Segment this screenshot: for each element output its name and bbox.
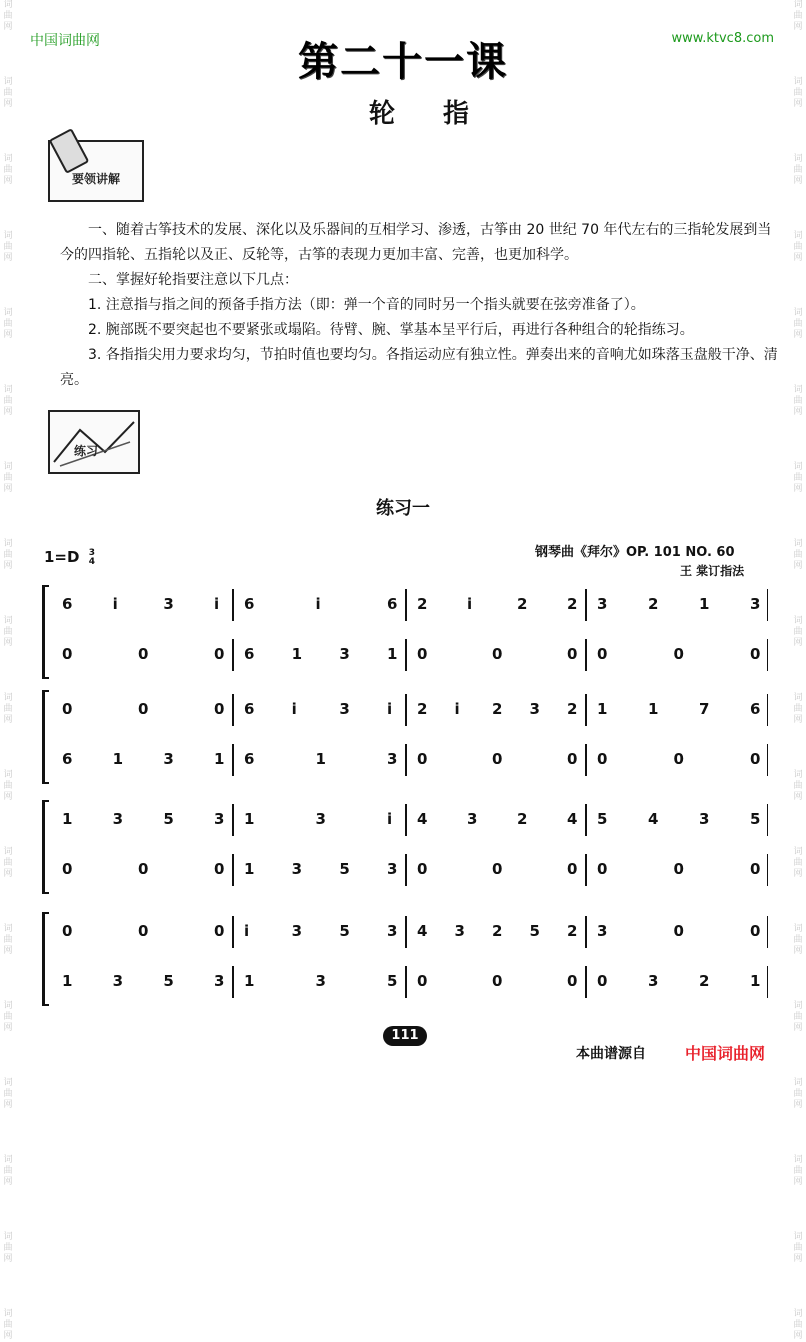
exercise-title: 练习一 xyxy=(376,498,430,519)
paragraph-2: 二、掌握好轮指要注意以下几点： xyxy=(88,272,298,288)
page-number: 111 xyxy=(383,1026,427,1046)
note: 0 xyxy=(62,700,73,718)
barline xyxy=(585,694,587,726)
note: 3 xyxy=(163,750,174,768)
explain-badge-label: 要领讲解 xyxy=(72,172,121,186)
note: 5 xyxy=(387,972,398,990)
note: i xyxy=(387,810,393,828)
note: 1 xyxy=(699,595,710,613)
note: 2 xyxy=(567,700,578,718)
site-url-right[interactable]: www.ktvc8.com xyxy=(671,31,774,46)
barline xyxy=(585,744,587,776)
note: 6 xyxy=(750,700,761,718)
note: 1 xyxy=(315,750,326,768)
note: 3 xyxy=(387,750,398,768)
lesson-subtitle: 轮指 xyxy=(368,99,517,129)
note: 3 xyxy=(648,972,659,990)
note: 0 xyxy=(750,860,761,878)
note: 5 xyxy=(163,972,174,990)
note: 0 xyxy=(750,750,761,768)
note: 3 xyxy=(387,860,398,878)
final-barline xyxy=(767,804,769,836)
final-barline xyxy=(767,589,769,621)
explanation-text xyxy=(60,218,780,393)
note: 0 xyxy=(567,750,578,768)
note: 5 xyxy=(339,922,350,940)
key-label: 1=D xyxy=(44,548,80,566)
note: 1 xyxy=(387,645,398,663)
note: i xyxy=(214,595,220,613)
note: 5 xyxy=(163,810,174,828)
note: 0 xyxy=(567,645,578,663)
final-barline xyxy=(767,694,769,726)
note: 6 xyxy=(244,645,255,663)
note: 1 xyxy=(597,700,608,718)
barline xyxy=(585,589,587,621)
note: 2 xyxy=(517,595,528,613)
final-barline xyxy=(767,639,769,671)
note: 3 xyxy=(597,595,608,613)
note: 6 xyxy=(387,595,398,613)
note: 0 xyxy=(138,700,149,718)
note: 0 xyxy=(492,972,503,990)
system-bracket xyxy=(42,585,49,679)
upper-staff xyxy=(50,585,768,625)
note: 1 xyxy=(648,700,659,718)
note: i xyxy=(387,700,393,718)
upper-staff xyxy=(50,800,768,840)
barline xyxy=(405,694,407,726)
note: 3 xyxy=(339,645,350,663)
note: 0 xyxy=(62,645,73,663)
system-bracket xyxy=(42,690,49,784)
note: 4 xyxy=(567,810,578,828)
note: 5 xyxy=(597,810,608,828)
note: 0 xyxy=(597,860,608,878)
note: 1 xyxy=(62,810,73,828)
note: 4 xyxy=(417,922,428,940)
barline xyxy=(232,639,234,671)
note: 0 xyxy=(417,645,428,663)
barline xyxy=(232,966,234,998)
note: 6 xyxy=(244,700,255,718)
note: i xyxy=(315,595,321,613)
note: i xyxy=(291,700,297,718)
note: 0 xyxy=(567,972,578,990)
note: 0 xyxy=(750,922,761,940)
note: 3 xyxy=(112,972,124,990)
barline xyxy=(405,854,407,886)
barline xyxy=(405,744,407,776)
score-system xyxy=(40,800,768,894)
barline xyxy=(585,804,587,836)
upper-staff xyxy=(50,912,768,952)
note: 3 xyxy=(291,860,303,878)
note: 0 xyxy=(567,860,578,878)
note: 3 xyxy=(291,922,303,940)
site-name-left[interactable]: 中国词曲网 xyxy=(30,33,100,49)
upper-staff xyxy=(50,690,768,730)
note: 5 xyxy=(529,922,540,940)
note: 3 xyxy=(339,700,350,718)
barline xyxy=(585,966,587,998)
piece-source: 钢琴曲《拜尔》OP. 101 NO. 60 xyxy=(535,545,735,560)
note: 2 xyxy=(699,972,710,990)
score-system xyxy=(40,690,768,784)
footer-source-site[interactable]: 中国词曲网 xyxy=(685,1044,766,1063)
lower-staff xyxy=(50,635,768,675)
note: 3 xyxy=(112,810,124,828)
barline xyxy=(585,854,587,886)
note: 0 xyxy=(214,645,225,663)
note: 5 xyxy=(339,860,350,878)
note: 6 xyxy=(62,595,73,613)
note: i xyxy=(244,922,250,940)
note: 0 xyxy=(417,860,428,878)
system-bracket xyxy=(42,912,49,1006)
note: 0 xyxy=(492,645,503,663)
lower-staff xyxy=(50,850,768,890)
note: 0 xyxy=(214,922,225,940)
lower-staff xyxy=(50,962,768,1002)
system-bracket xyxy=(42,800,49,894)
barline xyxy=(232,694,234,726)
note: 1 xyxy=(244,860,255,878)
left-watermark-column: 词 曲 网 词 曲 网 词 曲 网 词 曲 网 词 曲 网 词 曲 网 词 曲 网 词 曲 网 词 曲 网 词 曲 网 词 曲 网 词 曲 网 词 曲 网 词 曲 网 词 曲 网 词 曲 网 词 曲 网 词 曲 网 xyxy=(3,0,13,1341)
final-barline xyxy=(767,966,769,998)
note: 0 xyxy=(62,860,73,878)
note: 0 xyxy=(597,972,608,990)
note: 3 xyxy=(214,972,225,990)
note: 2 xyxy=(417,595,428,613)
note: 3 xyxy=(699,810,710,828)
practice-badge xyxy=(48,410,140,474)
barline xyxy=(405,804,407,836)
time-denominator: 4 xyxy=(88,556,95,567)
note: 0 xyxy=(214,860,225,878)
note: 1 xyxy=(112,750,124,768)
note: 0 xyxy=(673,922,684,940)
final-barline xyxy=(767,744,769,776)
fingering-credit: 王 棠订指法 xyxy=(680,564,745,578)
note: 0 xyxy=(492,860,503,878)
note: 3 xyxy=(597,922,608,940)
note: 1 xyxy=(244,972,255,990)
note: 7 xyxy=(699,700,710,718)
note: 2 xyxy=(492,922,503,940)
explain-badge xyxy=(48,140,144,202)
note: 0 xyxy=(673,645,684,663)
note: 0 xyxy=(597,645,608,663)
score-system xyxy=(40,585,768,679)
note: 3 xyxy=(750,595,761,613)
note: 4 xyxy=(417,810,428,828)
note: 0 xyxy=(417,972,428,990)
final-barline xyxy=(767,916,769,948)
barline xyxy=(232,854,234,886)
time-signature xyxy=(89,549,95,567)
note: 6 xyxy=(62,750,73,768)
note: 0 xyxy=(673,860,684,878)
note: 0 xyxy=(597,750,608,768)
note: 2 xyxy=(492,700,503,718)
paragraph-4: 2. 腕部既不要突起也不要紧张或塌陷。待臂、腕、掌基本呈平行后，再进行各种组合的轮指练习。 xyxy=(88,322,694,338)
pin-icon xyxy=(49,128,90,174)
barline xyxy=(405,589,407,621)
barline xyxy=(232,804,234,836)
note: 0 xyxy=(673,750,684,768)
barline xyxy=(232,589,234,621)
barline xyxy=(405,916,407,948)
note: 0 xyxy=(138,645,149,663)
note: 1 xyxy=(214,750,225,768)
barline xyxy=(585,639,587,671)
note: 0 xyxy=(417,750,428,768)
note: 6 xyxy=(244,595,255,613)
note: 0 xyxy=(750,645,761,663)
note: 3 xyxy=(315,810,326,828)
note: 0 xyxy=(214,700,225,718)
time-numerator: 3 xyxy=(88,547,95,558)
lower-staff xyxy=(50,740,768,780)
barline xyxy=(405,639,407,671)
note: 6 xyxy=(244,750,255,768)
score-system xyxy=(40,912,768,1006)
note: 2 xyxy=(567,595,578,613)
note: 3 xyxy=(467,810,478,828)
note: i xyxy=(467,595,473,613)
note: 3 xyxy=(214,810,225,828)
note: 3 xyxy=(454,922,465,940)
practice-badge-label: 练习 xyxy=(74,444,99,458)
note: 0 xyxy=(62,922,73,940)
barline xyxy=(405,966,407,998)
note: 0 xyxy=(138,860,149,878)
barline xyxy=(232,744,234,776)
note: 2 xyxy=(648,595,659,613)
note: 0 xyxy=(492,750,503,768)
note: 2 xyxy=(567,922,578,940)
right-watermark-column: 词 曲 网 词 曲 网 词 曲 网 词 曲 网 词 曲 网 词 曲 网 词 曲 网 词 曲 网 词 曲 网 词 曲 网 词 曲 网 词 曲 网 词 曲 网 词 曲 网 词 曲 网 词 曲 网 词 曲 网 词 曲 网 xyxy=(793,0,803,1341)
note: 3 xyxy=(529,700,540,718)
note: 1 xyxy=(244,810,255,828)
note: 3 xyxy=(315,972,326,990)
barline xyxy=(232,916,234,948)
barline xyxy=(585,916,587,948)
note: 2 xyxy=(417,700,428,718)
note: 3 xyxy=(163,595,174,613)
note: 1 xyxy=(291,645,303,663)
note: 0 xyxy=(138,922,149,940)
note: 4 xyxy=(648,810,659,828)
note: 5 xyxy=(750,810,761,828)
key-signature xyxy=(44,548,95,567)
paragraph-1: 一、随着古筝技术的发展、深化以及乐器间的互相学习、渗透，古筝由 20 世纪 70 年代左右的三指轮发展到当今的四指轮、五指轮以及正、反轮等，古筝的表现力更加丰富、完善，也更加科学。 xyxy=(60,222,772,263)
paragraph-3: 1. 注意指与指之间的预备手指方法（即：弹一个音的同时另一个指头就要在弦旁准备了）。 xyxy=(88,297,645,313)
note: 1 xyxy=(750,972,761,990)
note: i xyxy=(112,595,118,613)
final-barline xyxy=(767,854,769,886)
paragraph-5: 3. 各指指尖用力要求均匀，节拍时值也要均匀。各指运动应有独立性。弹奏出来的音响尤如珠落玉盘般干净、清亮。 xyxy=(60,347,778,388)
lesson-title: 第二十一课 xyxy=(298,38,508,85)
note: 3 xyxy=(387,922,398,940)
footer-source-label: 本曲谱源自 xyxy=(576,1046,646,1062)
note: 1 xyxy=(62,972,73,990)
note: i xyxy=(454,700,460,718)
note: 2 xyxy=(517,810,528,828)
